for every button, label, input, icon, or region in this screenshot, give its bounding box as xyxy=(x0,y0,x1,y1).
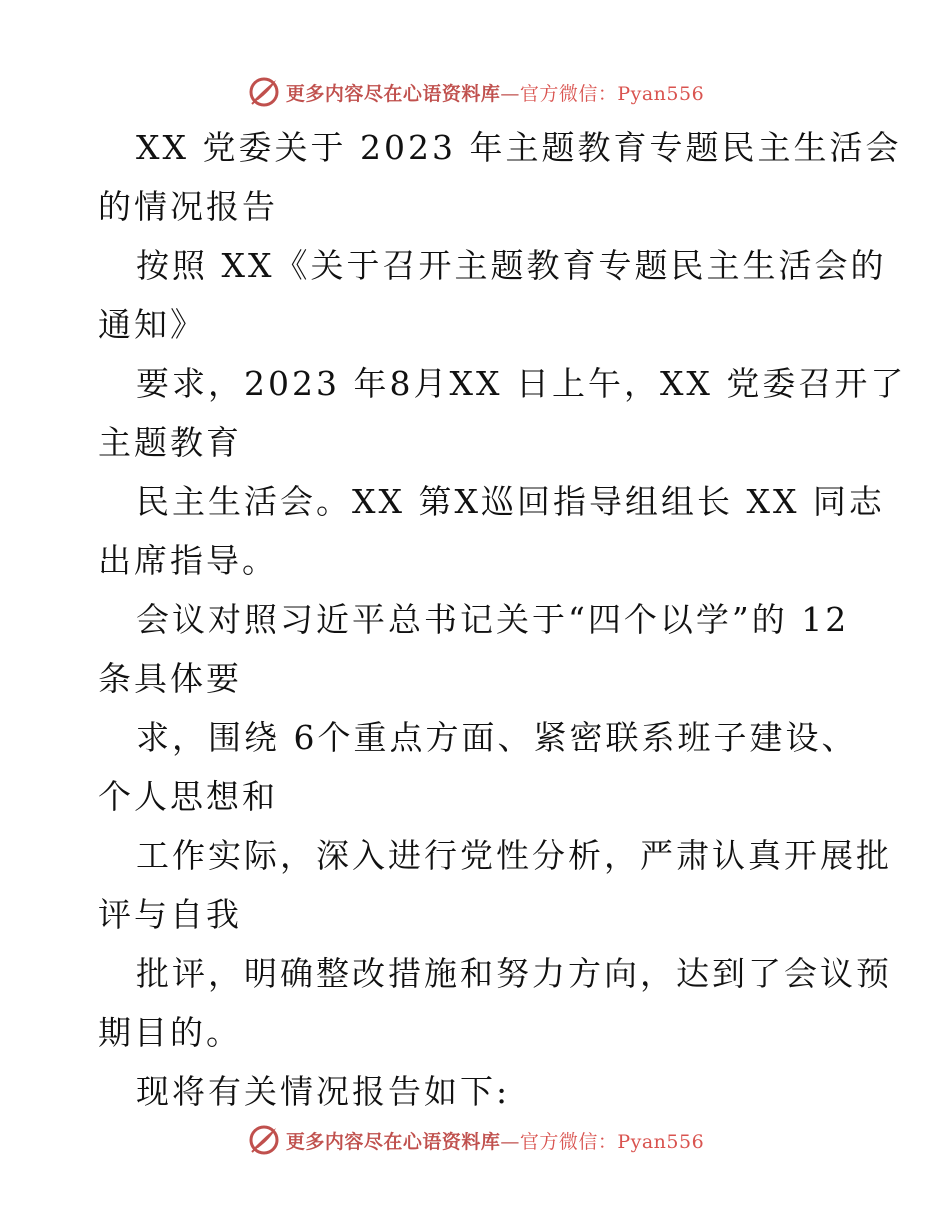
header-banner-title: 更多内容尽在心语资料库 xyxy=(285,82,501,105)
doc-title-line-1: XX 党委关于 2023 年主题教育专题民主生活会 xyxy=(136,128,902,167)
header-banner-separator: — xyxy=(500,82,520,105)
doc-paragraph-line: 民主生活会。XX 第X巡回指导组组长 XX 同志 xyxy=(136,482,885,521)
doc-paragraph-line: 现将有关情况报告如下: xyxy=(136,1072,511,1111)
doc-paragraph-line: 出席指导。 xyxy=(98,541,278,580)
document-body xyxy=(98,118,907,1121)
footer-banner xyxy=(0,1120,950,1160)
footer-banner-text xyxy=(286,1127,704,1154)
quill-pen-logo-icon xyxy=(246,74,282,110)
footer-banner-wechat: 官方微信：Pyan556 xyxy=(519,1130,705,1153)
doc-paragraph-line: 主题教育 xyxy=(98,423,242,462)
doc-paragraph-line: 通知》 xyxy=(98,305,206,344)
doc-paragraph-line: 按照 XX《关于召开主题教育专题民主生活会的 xyxy=(136,246,887,285)
doc-paragraph-line: 期目的。 xyxy=(98,1013,242,1052)
doc-paragraph-line: 要求，2023 年8月XX 日上午，XX 党委召开了 xyxy=(136,364,907,403)
doc-paragraph-line: 求，围绕 6个重点方面、紧密联系班子建设、 xyxy=(136,718,858,757)
footer-banner-separator: — xyxy=(500,1130,520,1153)
doc-title-line-2: 的情况报告 xyxy=(98,187,278,226)
footer-banner-content xyxy=(246,1122,704,1158)
header-banner-wechat: 官方微信：Pyan556 xyxy=(519,82,705,105)
doc-paragraph-line: 工作实际，深入进行党性分析，严肃认真开展批 xyxy=(136,836,892,875)
doc-paragraph-line: 评与自我 xyxy=(98,895,242,934)
header-banner-content xyxy=(246,74,704,110)
quill-pen-logo-icon xyxy=(246,1122,282,1158)
doc-paragraph-line: 条具体要 xyxy=(98,659,242,698)
footer-banner-title: 更多内容尽在心语资料库 xyxy=(285,1130,501,1153)
header-banner xyxy=(0,72,950,112)
doc-paragraph-line: 会议对照习近平总书记关于“四个以学”的 12 xyxy=(136,600,850,639)
doc-paragraph-line: 批评，明确整改措施和努力方向，达到了会议预 xyxy=(136,954,892,993)
doc-paragraph-line: 个人思想和 xyxy=(98,777,278,816)
header-banner-text xyxy=(286,79,704,106)
